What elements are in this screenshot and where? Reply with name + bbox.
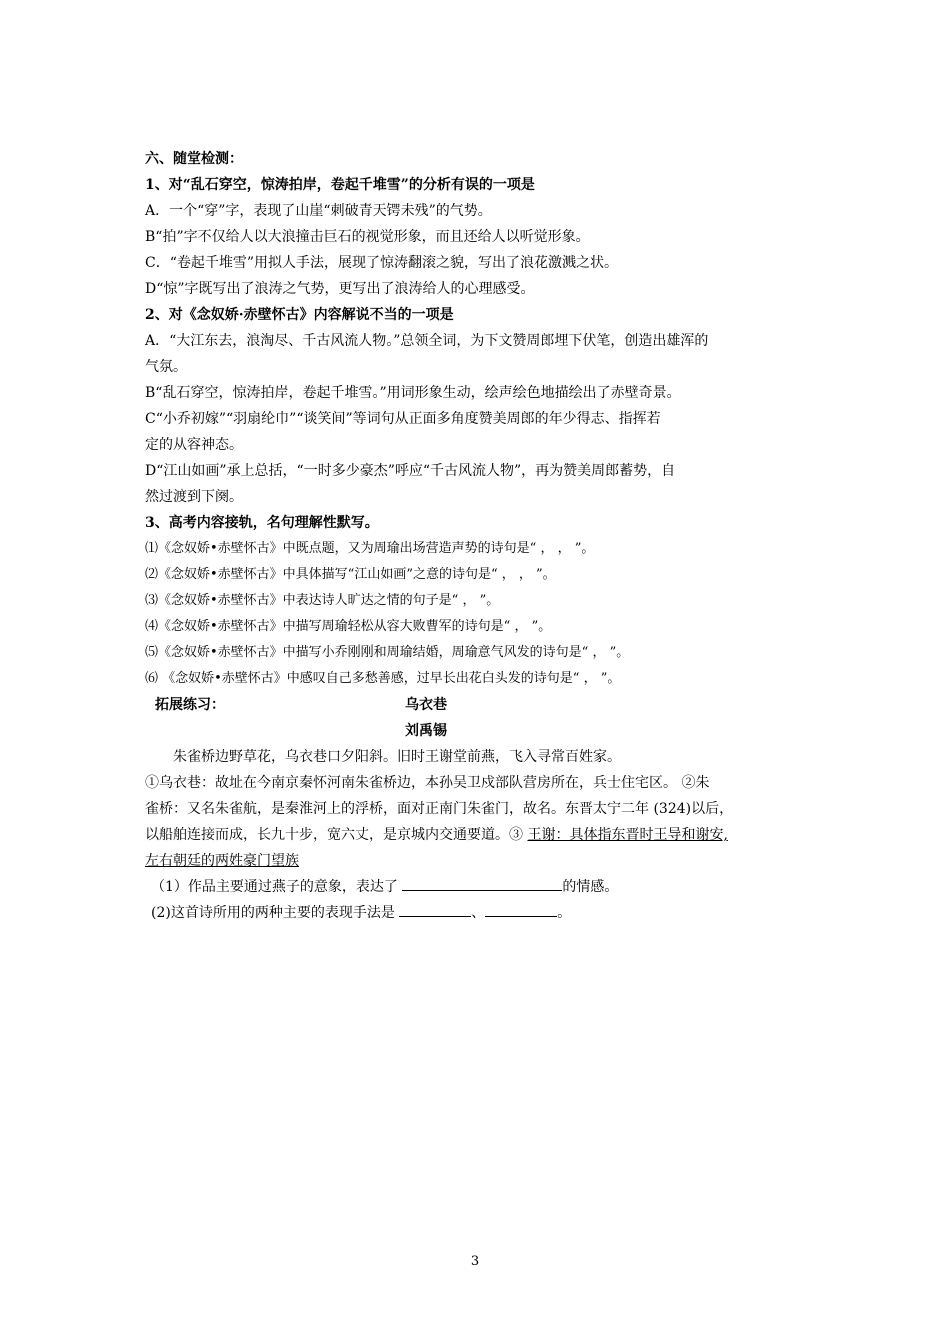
extension-header-row xyxy=(145,692,815,718)
note-line-4 xyxy=(145,848,815,874)
q3-item-4: ⑷《念奴娇•赤壁怀古》中描写周瑜轻松从容大败曹军的诗句是“ ， ”。 xyxy=(145,619,552,634)
q3-item-3: ⑶《念奴娇•赤壁怀古》中表达诗人旷达之情的句子是“ ， ”。 xyxy=(145,593,500,608)
sub-question-2-text: (2)这首诗所用的两种主要的表现手法是 xyxy=(151,905,400,921)
note-line-2: 雀桥：又名朱雀航，是秦淮河上的浮桥，面对正南门朱雀门，故名。东晋太宁二年 (324)以后， xyxy=(145,801,734,817)
q2-stem: 2、对《念奴娇·赤壁怀古》内容解说不当的一项是 xyxy=(145,307,454,323)
q2-option-d-line1: D“江山如画”承上总括，“一时多少豪杰”呼应“千古风流人物”，再为赞美周郎蓄势，自 xyxy=(145,463,676,479)
note-line-3-text: 以船舶连接而成，长九十步，宽六丈，是京城内交通要道。③ xyxy=(145,827,528,843)
sub-question-1-end: 的情感。 xyxy=(562,879,619,895)
section-heading: 六、随堂检测： xyxy=(145,151,243,167)
poet-row xyxy=(145,718,815,744)
q3-item-2: ⑵《念奴娇•赤壁怀古》中具体描写“江山如画”之意的诗句是“ ， ， ”。 xyxy=(145,567,556,582)
q3-item-5: ⑸《念奴娇•赤壁怀古》中描写小乔刚刚和周瑜结婚，周瑜意气风发的诗句是“ ， ”。 xyxy=(145,645,630,660)
note-line-4-underlined: 左右朝廷的两姓豪门望族 xyxy=(145,853,299,869)
poet-name: 刘禹锡 xyxy=(405,723,447,739)
sub-question-1-text: （1）作品主要通过燕子的意象，表达了 xyxy=(151,879,403,895)
poem-title: 乌衣巷 xyxy=(405,697,447,713)
sub-question-1 xyxy=(145,874,815,900)
q2-option-b: B“乱石穿空，惊涛拍岸，卷起千堆雪。”用词形象生动，绘声绘色地描绘出了赤壁奇景。 xyxy=(145,385,681,401)
note-line-3-underlined: 王谢：具体指东晋时王导和谢安, xyxy=(527,827,728,843)
sub-question-2-end: 。 xyxy=(557,905,572,921)
extension-label: 拓展练习： xyxy=(155,697,225,713)
q2-option-c-line1: C“小乔初嫁”“羽扇纶巾”“谈笑间”等词句从正面多角度赞美周郎的年少得志、指挥若 xyxy=(145,411,661,427)
note-line-1: ①乌衣巷：故址在今南京秦怀河南朱雀桥边，本孙吴卫戍部队营房所在，兵士住宅区。 ②朱 xyxy=(145,775,710,791)
q1-option-b: B“拍”字不仅给人以大浪撞击巨石的视觉形象，而且还给人以听觉形象。 xyxy=(145,229,590,245)
q1-stem: 1、对“乱石穿空，惊涛拍岸，卷起千堆雪”的分析有误的一项是 xyxy=(145,177,535,193)
q1-option-a: A．一个“穿”字，表现了山崖“刺破青天锷未残”的气势。 xyxy=(145,203,492,219)
q2-option-a-line1: A．“大江东去，浪淘尽、千古风流人物。”总领全词，为下文赞周郎埋下伏笔，创造出雄浑的 xyxy=(145,333,709,349)
answer-blank-3[interactable] xyxy=(485,902,557,917)
note-line-3 xyxy=(145,822,815,848)
document-body xyxy=(145,146,815,926)
q2-option-d-line2: 然过渡到下阕。 xyxy=(145,489,243,505)
page-number: 3 xyxy=(470,1254,480,1269)
poem-text: 朱雀桥边野草花，乌衣巷口夕阳斜。旧时王谢堂前燕，飞入寻常百姓家。 xyxy=(173,749,621,765)
q2-option-a-line2: 气氛。 xyxy=(145,359,187,375)
q3-stem: 3、高考内容接轨，名句理解性默写。 xyxy=(145,515,379,531)
q3-item-6: ⑹ 《念奴娇•赤壁怀古》中感叹自己多愁善感，过早长出花白头发的诗句是“ ， ”。 xyxy=(145,671,621,686)
answer-blank-1[interactable] xyxy=(402,876,562,891)
q1-option-d: D“惊”字既写出了浪涛之气势，更写出了浪涛给人的心理感受。 xyxy=(145,281,535,297)
q1-option-c: C．“卷起千堆雪”用拟人手法，展现了惊涛翻滚之貌，写出了浪花激溅之状。 xyxy=(145,255,619,271)
answer-blank-2[interactable] xyxy=(399,902,471,917)
sub-question-2 xyxy=(145,900,815,926)
sub-question-2-separator: 、 xyxy=(471,905,486,921)
q3-item-1: ⑴《念奴娇•赤壁怀古》中既点题，又为周瑜出场营造声势的诗句是“ ， ， ”。 xyxy=(145,541,595,556)
q2-option-c-line2: 定的从容神态。 xyxy=(145,437,243,453)
